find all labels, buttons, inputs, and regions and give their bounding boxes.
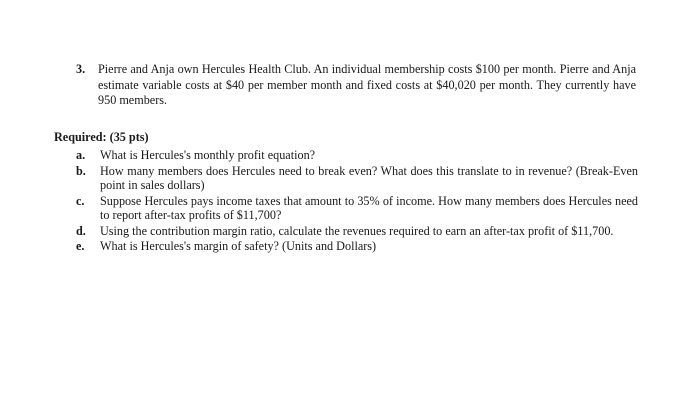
- required-list: [76, 148, 638, 255]
- item-text: What is Hercules's monthly profit equation?: [100, 148, 316, 162]
- required-heading: Required: (35 pts): [54, 130, 149, 144]
- item-text: Using the contribution margin ratio, calculate the revenues required to earn an after-tax profit of $11,700.: [100, 223, 614, 238]
- item-letter: d.: [76, 223, 86, 238]
- item-letter: c.: [76, 193, 85, 208]
- item-letter: b.: [76, 163, 86, 178]
- list-item: [76, 164, 638, 193]
- problem-text: Pierre and Anja own Hercules Health Club. An individual membership costs $100 per month. Pierre and Anja estimate variable costs at $40 per member month and fixed costs at $40,020 per month. They currently have 950 members.: [98, 62, 636, 108]
- list-item: [76, 224, 638, 238]
- item-letter: e.: [76, 239, 85, 254]
- problem-statement: [76, 62, 636, 109]
- item-text: How many members does Hercules need to break even? What does this translate to in revenue? (Break-Even point in sales dollars): [100, 163, 638, 192]
- item-letter: a.: [76, 148, 86, 162]
- item-text: Suppose Hercules pays income taxes that amount to 35% of income. How many members does Hercules need to report after-tax profits of $11,700?: [100, 193, 638, 222]
- problem-number: 3.: [76, 62, 86, 76]
- list-item: [76, 194, 638, 223]
- list-item: [76, 148, 638, 162]
- item-text: What is Hercules's margin of safety? (Units and Dollars): [100, 239, 377, 254]
- list-item: [76, 239, 638, 253]
